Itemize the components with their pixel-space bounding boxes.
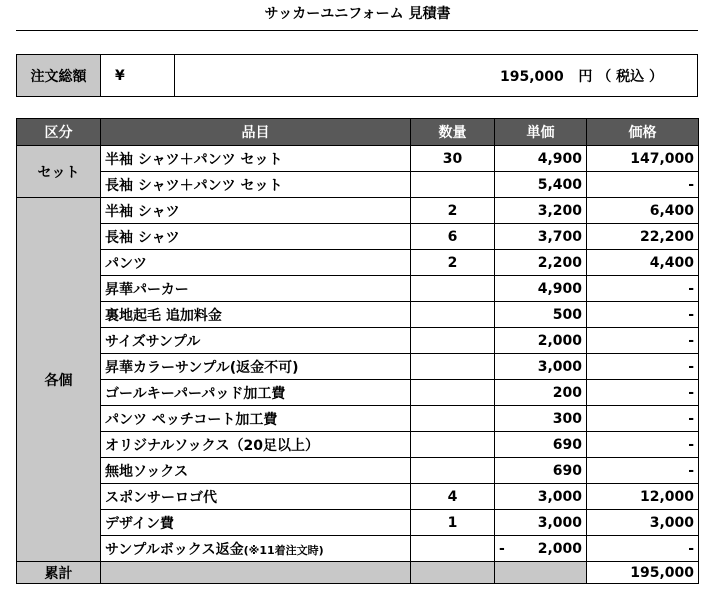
- item-name-cell: [101, 172, 411, 198]
- table-row: [17, 458, 699, 484]
- table-row: [17, 146, 699, 172]
- unit-price-cell: 3,000: [495, 510, 587, 536]
- table-row: [17, 510, 699, 536]
- price-cell: -: [587, 354, 699, 380]
- price-cell: -: [587, 172, 699, 198]
- header-price: 価格: [587, 119, 699, 146]
- qty-cell: 4: [411, 484, 495, 510]
- unit-price-cell: 690: [495, 458, 587, 484]
- item-name-cell: [101, 432, 411, 458]
- unit-price-cell: 690: [495, 432, 587, 458]
- item-name-cell: [101, 536, 411, 562]
- unit-price-value: 2,000: [537, 540, 582, 557]
- item-name-cell: [101, 484, 411, 510]
- item-name: ゴールキーパーパッド加工費: [105, 385, 286, 402]
- price-cell: -: [587, 302, 699, 328]
- estimate-table: [16, 118, 699, 584]
- item-name-cell: [101, 406, 411, 432]
- qty-cell: [411, 458, 495, 484]
- table-header-row: [17, 119, 699, 146]
- qty-cell: 6: [411, 224, 495, 250]
- table-row: [17, 406, 699, 432]
- qty-cell: [411, 354, 495, 380]
- item-name: 無地ソックス: [105, 463, 189, 480]
- header-item: 品目: [101, 119, 411, 146]
- qty-cell: [411, 432, 495, 458]
- item-note: (※11着注文時): [243, 543, 324, 557]
- summary-empty-cell: [101, 562, 411, 584]
- order-total-unit: 円: [578, 68, 593, 85]
- order-total-box: [16, 54, 698, 97]
- unit-price-cell: 3,200: [495, 198, 587, 224]
- header-qty: 数量: [411, 119, 495, 146]
- price-cell: 3,000: [587, 510, 699, 536]
- item-name: パンツ ペッチコート加工費: [105, 411, 278, 428]
- summary-total: 195,000: [587, 562, 699, 584]
- table-row: [17, 432, 699, 458]
- item-name-cell: [101, 276, 411, 302]
- qty-cell: [411, 380, 495, 406]
- unit-price-sign: -: [499, 540, 505, 557]
- qty-cell: [411, 328, 495, 354]
- price-cell: 147,000: [587, 146, 699, 172]
- price-cell: -: [587, 432, 699, 458]
- qty-cell: 1: [411, 510, 495, 536]
- table-row: [17, 380, 699, 406]
- unit-price-cell: 2,200: [495, 250, 587, 276]
- item-name-cell: [101, 224, 411, 250]
- price-cell: -: [587, 276, 699, 302]
- price-cell: -: [587, 406, 699, 432]
- order-total-label: 注文総額: [17, 55, 101, 97]
- item-name-cell: [101, 510, 411, 536]
- item-name: 半袖 シャツ＋パンツ セット: [105, 151, 283, 168]
- title-underline: [16, 30, 698, 31]
- table-row: [17, 224, 699, 250]
- table-row: [17, 172, 699, 198]
- category-cell: セット: [17, 146, 101, 198]
- qty-cell: [411, 536, 495, 562]
- order-total-tax-note: （ 税込 ）: [597, 68, 663, 85]
- qty-cell: [411, 406, 495, 432]
- price-cell: 22,200: [587, 224, 699, 250]
- qty-cell: [411, 172, 495, 198]
- table-row: [17, 536, 699, 562]
- item-name: オリジナルソックス（20足以上）: [105, 437, 319, 454]
- unit-price-cell: 3,700: [495, 224, 587, 250]
- unit-price-cell: 3,000: [495, 354, 587, 380]
- unit-price-wrapper: [499, 541, 582, 557]
- item-name-cell: [101, 302, 411, 328]
- unit-price-cell: 500: [495, 302, 587, 328]
- item-name: パンツ: [105, 255, 147, 272]
- summary-row: [17, 562, 699, 584]
- item-name: サンプルボックス返金: [105, 541, 244, 558]
- price-cell: -: [587, 380, 699, 406]
- item-name-cell: [101, 250, 411, 276]
- unit-price-cell: 2,000: [495, 328, 587, 354]
- item-name-cell: [101, 458, 411, 484]
- summary-label: 累計: [17, 562, 101, 584]
- item-name-cell: [101, 380, 411, 406]
- item-name: デザイン費: [105, 515, 175, 532]
- item-name: 裏地起毛 追加料金: [105, 307, 222, 324]
- document-title: サッカーユニフォーム 見積書: [264, 6, 451, 22]
- table-row: [17, 302, 699, 328]
- price-cell: 6,400: [587, 198, 699, 224]
- item-name-cell: [101, 198, 411, 224]
- unit-price-cell: 300: [495, 406, 587, 432]
- unit-price-cell: 5,400: [495, 172, 587, 198]
- item-name: 長袖 シャツ: [105, 229, 180, 246]
- item-name: 半袖 シャツ: [105, 203, 180, 220]
- order-total-value: 195,000: [499, 68, 564, 85]
- unit-price-cell: 200: [495, 380, 587, 406]
- unit-price-cell: 4,900: [495, 146, 587, 172]
- qty-cell: 2: [411, 250, 495, 276]
- summary-empty-cell: [411, 562, 495, 584]
- price-cell: 12,000: [587, 484, 699, 510]
- price-cell: -: [587, 458, 699, 484]
- item-name: 昇華カラーサンプル(返金不可): [105, 359, 299, 376]
- order-total-amount: [175, 55, 698, 97]
- unit-price-cell: [495, 536, 587, 562]
- header-unit-price: 単価: [495, 119, 587, 146]
- unit-price-cell: 4,900: [495, 276, 587, 302]
- item-name-cell: [101, 354, 411, 380]
- qty-cell: 30: [411, 146, 495, 172]
- table-row: [17, 484, 699, 510]
- item-name: スポンサーロゴ代: [105, 489, 217, 506]
- item-name: サイズサンプル: [105, 333, 201, 350]
- unit-price-cell: 3,000: [495, 484, 587, 510]
- summary-empty-cell: [495, 562, 587, 584]
- qty-cell: [411, 302, 495, 328]
- price-cell: -: [587, 536, 699, 562]
- category-cell: 各個: [17, 198, 101, 562]
- table-row: [17, 198, 699, 224]
- price-cell: -: [587, 328, 699, 354]
- header-category: 区分: [17, 119, 101, 146]
- table-row: [17, 328, 699, 354]
- qty-cell: 2: [411, 198, 495, 224]
- table-row: [17, 276, 699, 302]
- item-name: 昇華パーカー: [105, 281, 189, 298]
- item-name: 長袖 シャツ＋パンツ セット: [105, 177, 283, 194]
- item-name-cell: [101, 328, 411, 354]
- item-name-cell: [101, 146, 411, 172]
- table-row: [17, 354, 699, 380]
- currency-symbol: ¥: [101, 55, 175, 97]
- qty-cell: [411, 276, 495, 302]
- table-row: [17, 250, 699, 276]
- price-cell: 4,400: [587, 250, 699, 276]
